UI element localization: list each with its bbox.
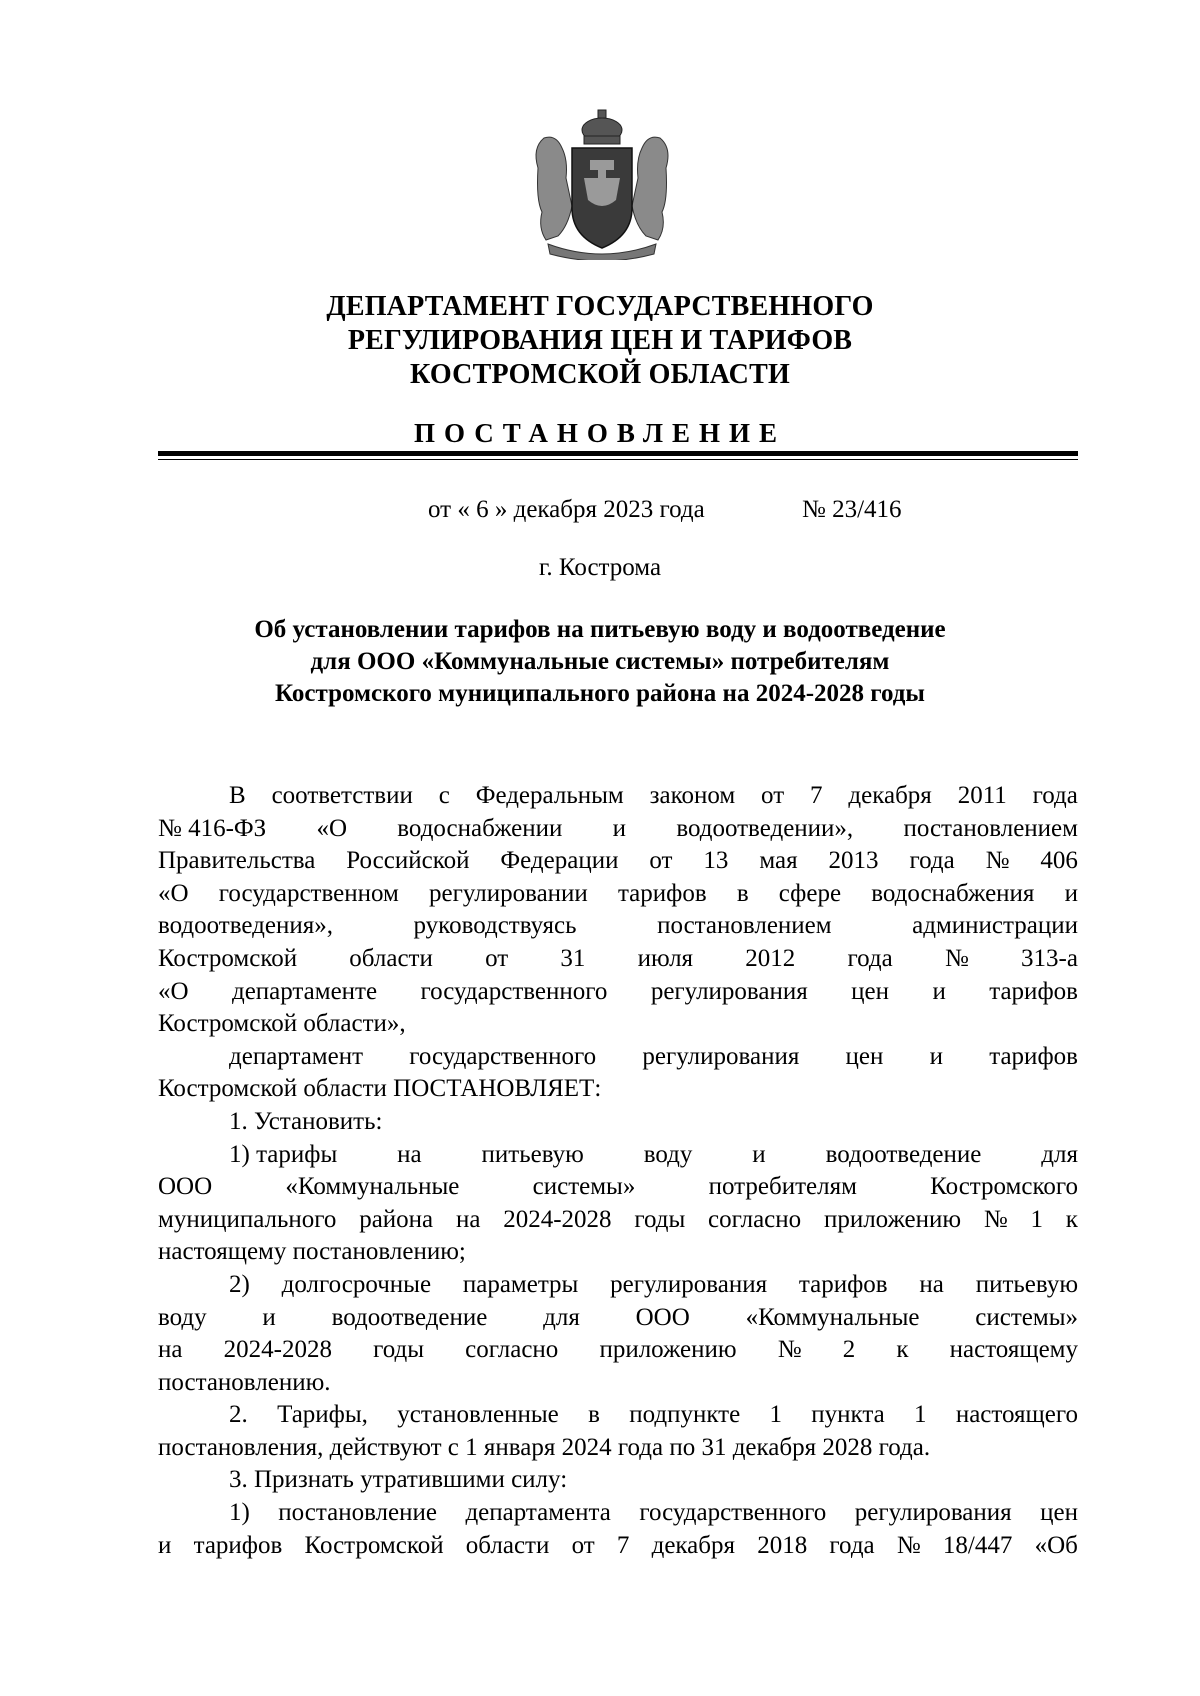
body-word: в [588,1401,600,1429]
body-word: для [1041,1140,1078,1168]
document-subject [0,614,1200,710]
body-line [158,845,1078,878]
body-word: № [985,847,1010,875]
body-word: питьевую [481,1140,584,1168]
body-word: годы [373,1336,425,1364]
body-word: и [1064,879,1078,907]
body-word: годы [634,1205,686,1233]
subject-line: для ООО «Коммунальные системы» потребителям [310,648,890,675]
body-word: приложению [823,1205,962,1233]
body-word: тарифов [193,1531,283,1559]
body-word: настоящему [949,1336,1078,1364]
body-word: и [612,814,627,842]
body-word: администрации [912,912,1078,940]
body-word: 313-а [1021,944,1078,972]
body-word: государственном [218,879,399,907]
agency-line: КОСТРОМСКОЙ ОБЛАСТИ [410,359,790,390]
body-word: водоотведении», [676,814,854,842]
body-line [158,1041,1078,1074]
body-word: подпункте [629,1401,741,1429]
body-word: № [944,944,969,972]
body-word: ООО [635,1303,690,1331]
body-word: 1 [769,1401,782,1429]
body-word: «О [316,814,348,842]
body-word: 1) тарифы [229,1140,338,1168]
body-word: и [262,1303,276,1331]
body-word: постановлению. [158,1368,331,1396]
body-word: сфере [778,879,842,907]
body-word: 7 [616,1531,630,1559]
body-word: от [649,847,673,875]
body-word: на [455,1205,481,1233]
body-line [158,910,1078,943]
body-word: цен [845,1042,884,1070]
body-word: от [485,944,509,972]
body-word: № [777,1336,802,1364]
body-line [158,780,1078,813]
body-word: тарифов [798,1270,888,1298]
body-word: 1 [914,1401,927,1429]
body-word: тарифов [989,1042,1078,1070]
body-word: постановление [278,1499,437,1527]
body-word: 2011 [957,782,1007,809]
body-word: регулирования [642,1042,800,1070]
body-word: года [847,944,893,972]
body-word: Костромской области ПОСТАНОВЛЯЕТ: [158,1075,602,1103]
body-word: руководствуясь [413,912,577,940]
body-word: потребителям [708,1173,857,1201]
body-word: «Коммунальные [745,1303,920,1331]
body-word: водоотведение [331,1303,488,1331]
body-word: пункта [811,1401,885,1429]
header-rule-thin [158,459,1078,460]
body-line [158,1008,1078,1041]
body-word: 2018 [757,1531,808,1559]
body-word: декабря [848,782,932,809]
body-word: с [438,782,450,809]
body-word: 2013 [828,847,879,875]
body-word: 1. Установить: [229,1107,383,1135]
body-word: государственного [639,1499,827,1527]
agency-line: РЕГУЛИРОВАНИЯ ЦЕН И ТАРИФОВ [347,325,853,356]
body-word: «Коммунальные [285,1173,460,1201]
document-body [158,780,1078,1562]
body-word: 2 [842,1336,856,1364]
coat-of-arms-emblem [528,108,676,260]
body-word: регулирования [854,1499,1012,1527]
document-place: г. Кострома [538,554,662,581]
body-word: настоящему постановлению; [158,1238,466,1266]
document-number: № 23/416 [802,496,902,523]
body-word: и [752,1140,766,1168]
body-word: согласно [465,1336,559,1364]
body-word: соответствии [271,782,413,809]
body-word: района [359,1205,434,1233]
body-word: регулирования [650,977,808,1005]
body-word: 18/447 [942,1531,1013,1559]
body-word: года [909,847,955,875]
body-line [158,976,1078,1009]
subject-line: Костромского муниципального района на 2024-2028 годы [275,680,925,707]
body-line [158,1073,1078,1106]
body-word: Российской [346,847,470,875]
body-word: 31 [560,944,586,972]
body-line [158,878,1078,911]
body-word: Костромского [930,1173,1078,1201]
body-word: 7 [810,782,823,809]
body-word: Тарифы, [277,1401,368,1429]
body-word: и [932,977,946,1005]
body-word: области [465,1531,550,1559]
body-word: на [158,1336,183,1364]
body-word: воду [158,1303,207,1331]
body-word: и [929,1042,944,1070]
body-word: Костромской области», [158,1010,406,1038]
body-word: законом [649,782,736,809]
body-word: государственного [409,1042,597,1070]
body-word: согласно [708,1205,802,1233]
body-word: 2) [229,1270,250,1298]
body-line [158,1334,1078,1367]
body-line [158,1139,1078,1172]
body-word: для [543,1303,580,1331]
body-line [158,1367,1078,1400]
body-word: 2. [229,1401,248,1429]
body-word: 3. Признать утратившими силу: [229,1466,568,1494]
document-type: ПОСТАНОВЛЕНИЕ [413,418,787,448]
body-word: тарифов [617,879,707,907]
document-date: от « 6 » декабря 2023 года [428,496,705,523]
body-word: года [1032,782,1078,809]
agency-name [0,290,1200,392]
body-word: приложению [599,1336,737,1364]
body-line [158,1399,1078,1432]
body-line [158,1464,1078,1497]
body-line [158,1236,1078,1269]
body-word: № [896,1531,921,1559]
body-word: ООО [158,1173,213,1201]
header-rule-thick [158,451,1078,456]
body-word: водоснабжения [871,879,1035,907]
body-line [158,1497,1078,1530]
agency-line: ДЕПАРТАМЕНТ ГОСУДАРСТВЕННОГО [326,291,874,322]
body-line [158,1432,1078,1465]
body-word: «О [158,977,189,1005]
body-word: к [1065,1205,1078,1233]
body-word: системы» [532,1173,636,1201]
body-word: питьевую [975,1270,1078,1298]
body-word: декабря [651,1531,735,1559]
body-word: настоящего [955,1401,1078,1429]
body-word: 406 [1040,847,1078,875]
body-word: воду [643,1140,693,1168]
body-word: цен [851,977,890,1005]
body-line [158,1171,1078,1204]
body-word: установленные [397,1401,559,1429]
body-line [158,1106,1078,1139]
subject-line: Об установлении тарифов на питьевую воду и водоотведение [254,616,946,643]
body-word: системы» [975,1303,1078,1331]
body-word: № 416-ФЗ [158,814,267,842]
body-word: регулировании [428,879,588,907]
body-word: Федеральным [475,782,624,809]
body-line [158,813,1078,846]
body-word: «Об [1034,1531,1078,1559]
body-word: водоотведение [825,1140,982,1168]
body-line [158,1269,1078,1302]
body-word: на [919,1270,944,1298]
body-word: 2024-2028 [503,1205,612,1233]
body-word: Костромской [304,1531,444,1559]
body-word: и [158,1531,172,1559]
body-word: муниципального [158,1205,337,1233]
body-word: водоотведения», [158,912,333,940]
body-word: тарифов [989,977,1078,1005]
body-word: Федерации [500,847,619,875]
body-word: постановлением [903,814,1078,842]
body-word: постановлением [657,912,832,940]
body-word: параметры [462,1270,579,1298]
body-word: В [229,782,246,809]
body-word: № [983,1205,1008,1233]
body-word: Правительства [158,847,316,875]
body-word: 2012 [745,944,796,972]
body-word: к [896,1336,909,1364]
body-word: мая [759,847,798,875]
body-word: от [571,1531,595,1559]
body-word: Костромской [158,944,298,972]
body-word: департамент [229,1042,364,1070]
body-word: постановления, действуют с 1 января 2024 года по 31 декабря 2028 года. [158,1433,931,1461]
body-word: государственного [420,977,608,1005]
body-word: цен [1040,1499,1078,1527]
body-word: от [761,782,785,809]
body-word: года [829,1531,875,1559]
body-word: «О [158,879,189,907]
body-line [158,1302,1078,1335]
body-line [158,943,1078,976]
body-word: 1) [229,1499,250,1527]
body-word: на [397,1140,422,1168]
body-line [158,1204,1078,1237]
body-word: регулирования [610,1270,768,1298]
body-word: департамента [465,1499,611,1527]
body-word: июля [637,944,694,972]
body-line [158,1530,1078,1563]
body-word: в [736,879,749,907]
body-word: 1 [1030,1205,1043,1233]
body-word: водоснабжении [397,814,563,842]
body-word: 13 [703,847,729,875]
body-word: департаменте [231,977,378,1005]
body-word: 2024-2028 [223,1336,332,1364]
body-word: области [349,944,433,972]
body-word: долгосрочные [281,1270,432,1298]
